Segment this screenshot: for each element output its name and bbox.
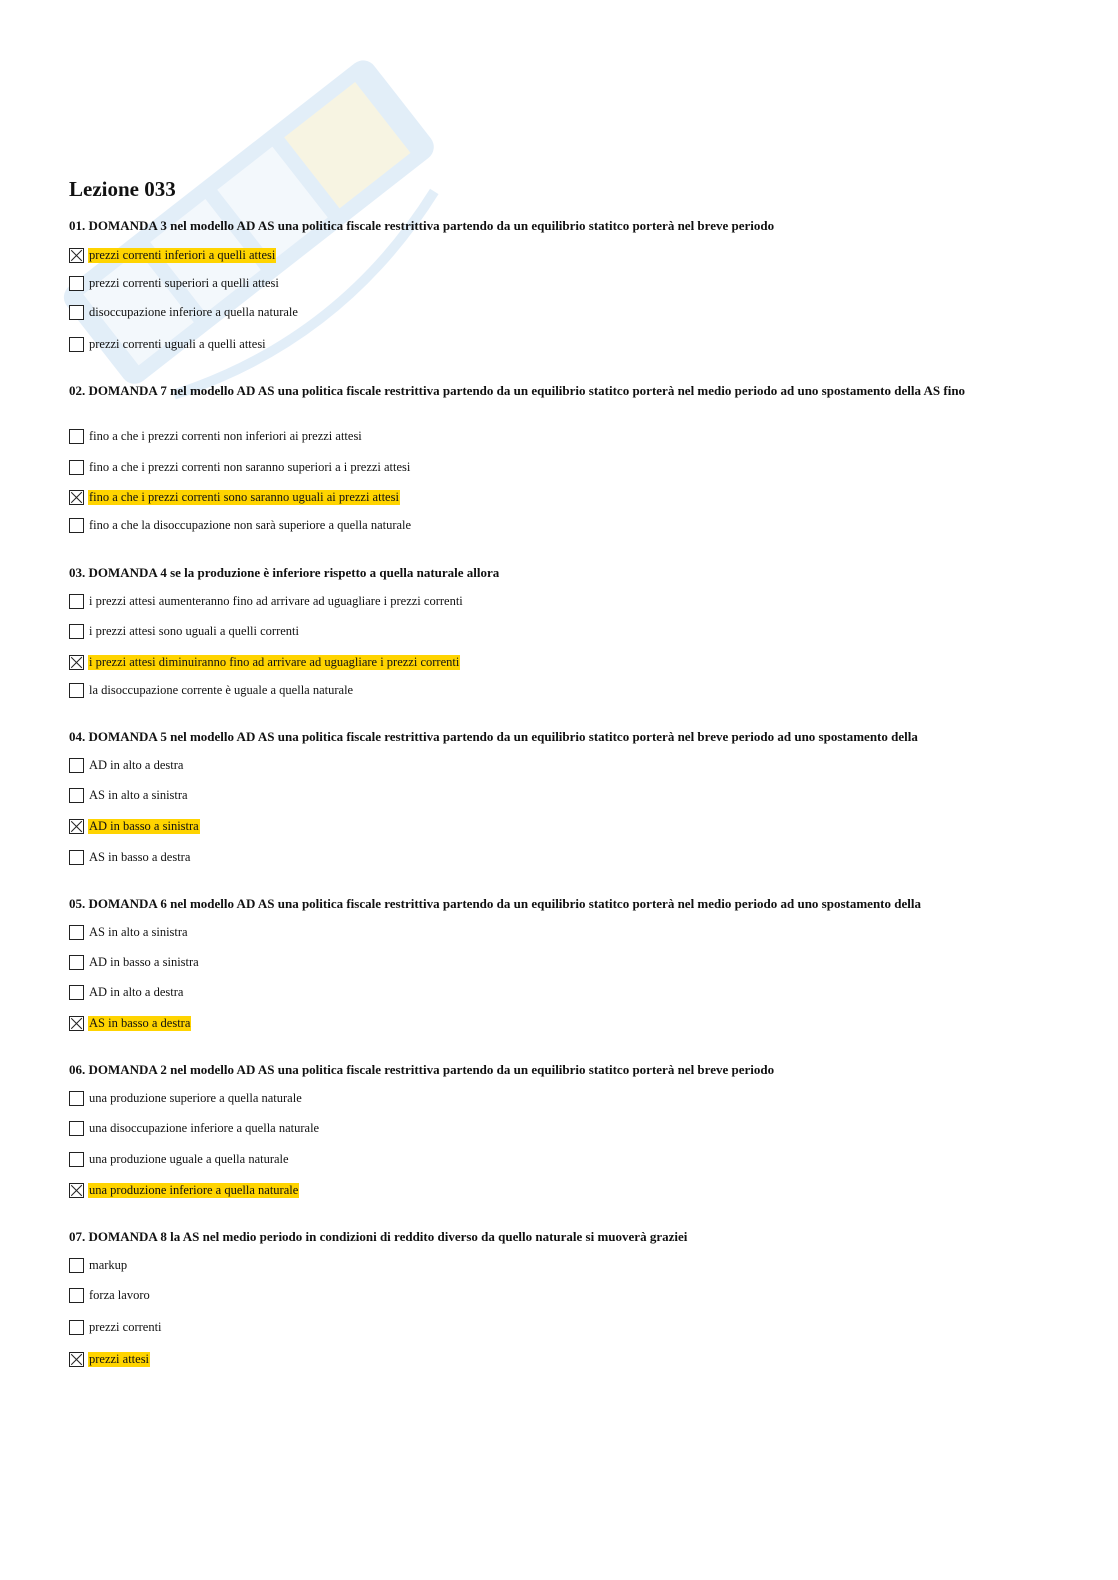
checkbox-checked[interactable] xyxy=(69,248,84,263)
option-label: una produzione inferiore a quella naturale xyxy=(89,1182,299,1197)
question-text: 04. DOMANDA 5 nel modello AD AS una politica fiscale restrittiva partendo da un equilibrio statitco porterà nel breve periodo ad uno spostamento della xyxy=(69,729,918,744)
option-label: prezzi correnti xyxy=(89,1319,162,1334)
answer-option[interactable] xyxy=(69,458,411,476)
answer-option[interactable] xyxy=(69,681,354,699)
answer-option[interactable] xyxy=(69,1089,303,1107)
option-label: fino a che i prezzi correnti non inferiori ai prezzi attesi xyxy=(89,428,362,443)
option-label: i prezzi attesi sono uguali a quelli correnti xyxy=(89,623,299,638)
answer-option[interactable] xyxy=(69,488,400,506)
option-label: markup xyxy=(89,1257,128,1272)
option-label: AS in alto a sinistra xyxy=(89,924,188,939)
option-label: una disoccupazione inferiore a quella naturale xyxy=(89,1120,320,1135)
option-label: AS in alto a sinistra xyxy=(89,787,188,802)
option-label: AD in alto a destra xyxy=(89,757,184,772)
option-label: prezzi correnti inferiori a quelli attesi xyxy=(89,247,276,262)
answer-option[interactable] xyxy=(69,953,200,971)
answer-option[interactable] xyxy=(69,303,299,321)
answer-option[interactable] xyxy=(69,786,189,804)
checkbox-checked[interactable] xyxy=(69,819,84,834)
checkbox[interactable] xyxy=(69,276,84,291)
question-text: 01. DOMANDA 3 nel modello AD AS una politica fiscale restrittiva partendo da un equilibrio statitco porterà nel breve periodo xyxy=(69,218,775,233)
answer-option[interactable] xyxy=(69,274,280,292)
question-text: 02. DOMANDA 7 nel modello AD AS una politica fiscale restrittiva partendo da un equilibrio statitco porterà nel medio periodo ad uno spostamento della AS fino xyxy=(69,383,966,398)
answer-option[interactable] xyxy=(69,653,460,671)
option-label: prezzi attesi xyxy=(89,1351,150,1366)
checkbox[interactable] xyxy=(69,1152,84,1167)
option-label: forza lavoro xyxy=(89,1287,150,1302)
answer-option[interactable] xyxy=(69,246,276,264)
option-label: AD in basso a sinistra xyxy=(89,818,199,833)
checkbox-checked[interactable] xyxy=(69,490,84,505)
answer-option[interactable] xyxy=(69,1150,290,1168)
lesson-title: Lezione 033 xyxy=(69,177,176,201)
answer-option[interactable] xyxy=(69,335,267,353)
answer-option[interactable] xyxy=(69,516,412,534)
answer-option[interactable] xyxy=(69,592,464,610)
option-label: i prezzi attesi diminuiranno fino ad arrivare ad uguagliare i prezzi correnti xyxy=(89,654,460,669)
option-label: AS in basso a destra xyxy=(89,849,191,864)
checkbox[interactable] xyxy=(69,925,84,940)
checkbox-checked[interactable] xyxy=(69,655,84,670)
option-label: AS in basso a destra xyxy=(89,1015,191,1030)
checkbox[interactable] xyxy=(69,429,84,444)
answer-option[interactable] xyxy=(69,1318,163,1336)
option-label: prezzi correnti superiori a quelli attesi xyxy=(89,275,279,290)
option-label: fino a che la disoccupazione non sarà superiore a quella naturale xyxy=(89,517,412,532)
option-label: i prezzi attesi aumenteranno fino ad arrivare ad uguagliare i prezzi correnti xyxy=(89,593,463,608)
checkbox[interactable] xyxy=(69,1121,84,1136)
checkbox[interactable] xyxy=(69,788,84,803)
checkbox[interactable] xyxy=(69,758,84,773)
checkbox[interactable] xyxy=(69,985,84,1000)
answer-option[interactable] xyxy=(69,817,200,835)
checkbox-checked[interactable] xyxy=(69,1352,84,1367)
option-label: la disoccupazione corrente è uguale a quella naturale xyxy=(89,682,354,697)
checkbox[interactable] xyxy=(69,624,84,639)
answer-option[interactable] xyxy=(69,1119,320,1137)
checkbox[interactable] xyxy=(69,955,84,970)
answer-option[interactable] xyxy=(69,923,189,941)
checkbox[interactable] xyxy=(69,518,84,533)
checkbox[interactable] xyxy=(69,850,84,865)
checkbox-checked[interactable] xyxy=(69,1016,84,1031)
option-label: AD in alto a destra xyxy=(89,984,184,999)
answer-option[interactable] xyxy=(69,1181,299,1199)
question-text: 07. DOMANDA 8 la AS nel medio periodo in condizioni di reddito diverso da quello naturale si muoverà graziei xyxy=(69,1229,688,1244)
option-label: prezzi correnti uguali a quelli attesi xyxy=(89,336,266,351)
question-text: 03. DOMANDA 4 se la produzione è inferiore rispetto a quella naturale allora xyxy=(69,565,500,580)
checkbox-checked[interactable] xyxy=(69,1183,84,1198)
checkbox[interactable] xyxy=(69,1091,84,1106)
checkbox[interactable] xyxy=(69,594,84,609)
option-label: una produzione uguale a quella naturale xyxy=(89,1151,289,1166)
question-text: 05. DOMANDA 6 nel modello AD AS una politica fiscale restrittiva partendo da un equilibrio statitco porterà nel medio periodo ad uno spostamento della xyxy=(69,896,921,911)
option-label: fino a che i prezzi correnti sono saranno uguali ai prezzi attesi xyxy=(89,489,399,504)
option-label: AD in basso a sinistra xyxy=(89,954,199,969)
checkbox[interactable] xyxy=(69,460,84,475)
checkbox[interactable] xyxy=(69,683,84,698)
question-text: 06. DOMANDA 2 nel modello AD AS una politica fiscale restrittiva partendo da un equilibrio statitco porterà nel breve periodo xyxy=(69,1062,775,1077)
option-label: fino a che i prezzi correnti non saranno superiori a i prezzi attesi xyxy=(89,459,411,474)
answer-option[interactable] xyxy=(69,622,300,640)
option-label: disoccupazione inferiore a quella naturale xyxy=(89,304,298,319)
checkbox[interactable] xyxy=(69,1258,84,1273)
answer-option[interactable] xyxy=(69,427,363,445)
answer-option[interactable] xyxy=(69,1350,150,1368)
option-label: una produzione superiore a quella naturale xyxy=(89,1090,302,1105)
answer-option[interactable] xyxy=(69,756,184,774)
checkbox[interactable] xyxy=(69,337,84,352)
checkbox[interactable] xyxy=(69,1288,84,1303)
answer-option[interactable] xyxy=(69,1286,151,1304)
checkbox[interactable] xyxy=(69,305,84,320)
answer-option[interactable] xyxy=(69,983,184,1001)
answer-option[interactable] xyxy=(69,1256,128,1274)
checkbox[interactable] xyxy=(69,1320,84,1335)
answer-option[interactable] xyxy=(69,848,191,866)
answer-option[interactable] xyxy=(69,1014,191,1032)
